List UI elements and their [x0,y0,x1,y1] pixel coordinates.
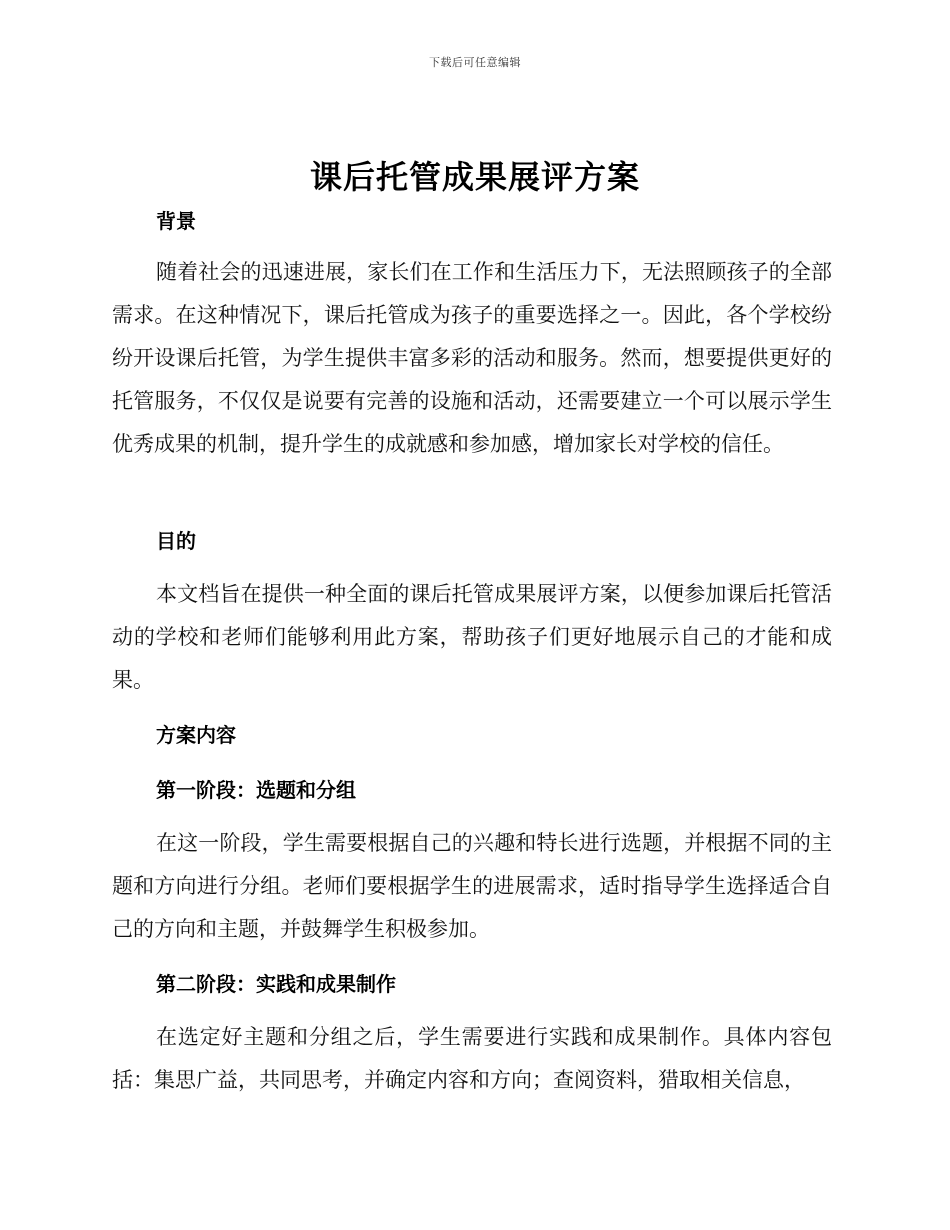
section-heading-stage1: 第一阶段：选题和分组 [156,778,356,802]
paragraph-stage2: 在选定好主题和分组之后，学生需要进行实践和成果制作。具体内容包括：集思广益，共同思考，并确定内容和方向；查阅资料，猎取相关信息， [112,1025,832,1092]
section-heading-purpose: 目的 [156,529,196,553]
section-heading-content: 方案内容 [156,723,236,747]
header-note: 下载后可任意编辑 [429,56,521,69]
paragraph-background: 随着社会的迅速进展，家长们在工作和生活压力下，无法照顾孩子的全部需求。在这种情况下，课后托管成为孩子的重要选择之一。因此，各个学校纷纷开设课后托管，为学生提供丰富多彩的活动和服务。然而，想要提供更好的托管服务，不仅仅是说要有完善的设施和活动，还需要建立一个可以展示学生优秀成果的机制，提升学生的成就感和参加感，增加家长对学校的信任。 [112,260,832,456]
section-heading-background: 背景 [156,209,196,233]
section-heading-stage2: 第二阶段：实践和成果制作 [156,972,396,996]
paragraph-stage1: 在这一阶段，学生需要根据自己的兴趣和特长进行选题，并根据不同的主题和方向进行分组。老师们要根据学生的进展需求，适时指导学生选择适合自己的方向和主题，并鼓舞学生积极参加。 [112,831,832,941]
page-title: 课后托管成果展评方案 [309,158,640,196]
paragraph-purpose: 本文档旨在提供一种全面的课后托管成果展评方案，以便参加课后托管活动的学校和老师们能够利用此方案，帮助孩子们更好地展示自己的才能和成果。 [112,582,832,692]
